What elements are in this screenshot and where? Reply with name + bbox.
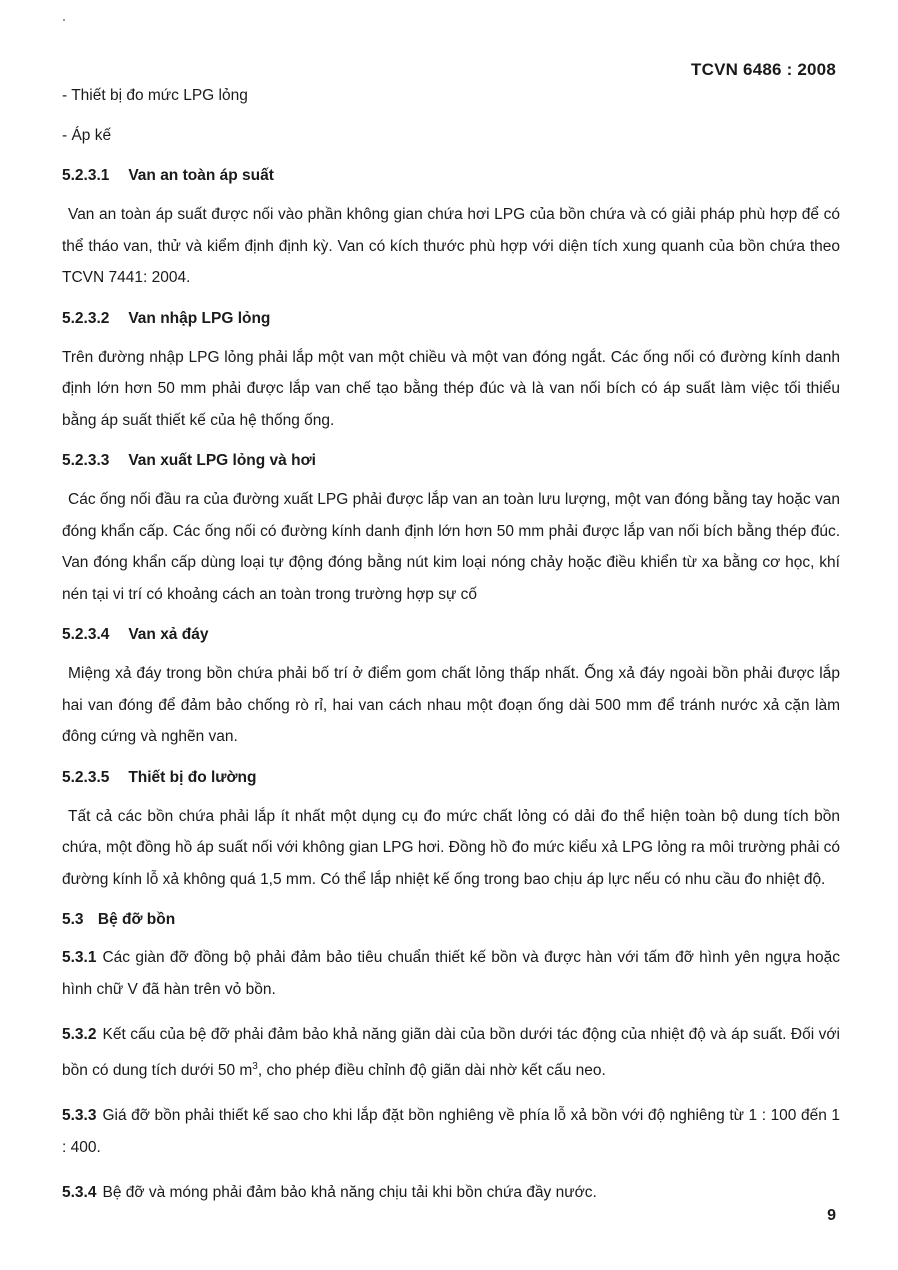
subclause-text: Các giàn đỡ đồng bộ phải đảm bảo tiêu chuẩn thiết kế bồn và được hàn với tấm đỡ hình yên ngựa hoặc hình chữ V đã hàn trên vỏ bồn. <box>62 949 840 998</box>
section-heading-5-3 <box>62 910 840 930</box>
superscript-3: 3 <box>252 1060 258 1072</box>
section-number: 5.2.3.3 <box>62 452 110 469</box>
standard-code: TCVN 6486 : 2008 <box>691 60 836 79</box>
section-body-5-2-3-3: Các ống nối đầu ra của đường xuất LPG phải được lắp van an toàn lưu lượng, một van đóng bằng tay hoặc van đóng khẩn cấp. Các ống nối có đường kính danh định lớn hơn 50 mm phải được lắp van nối bích bằng thép đúc. Van đóng khẩn cấp dùng loại tự động đóng bằng nút kim loại nóng chảy hoặc điều khiển từ xa bằng cơ học, khí nén tại vi trí có khoảng cách an toàn trong trường hợp sự cố <box>62 491 840 603</box>
scan-speck <box>63 19 65 21</box>
section-title: Van an toàn áp suất <box>128 167 274 184</box>
subclause-text: Kết cấu của bệ đỡ phải đảm bảo khả năng giãn dài của bồn dưới tác động của nhiệt độ và áp suất. Đối với bồn có dung tích dưới 50 m <box>62 1026 840 1079</box>
bullet-level-gauge: - Thiết bị đo mức LPG lỏng <box>62 87 248 104</box>
subclause-5-3-4 <box>62 1177 840 1209</box>
subclause-text: Bệ đỡ và móng phải đảm bảo khả năng chịu tải khi bồn chứa đầy nước. <box>102 1184 597 1202</box>
section-body-5-2-3-5: Tất cả các bồn chứa phải lắp ít nhất một dụng cụ đo mức chất lỏng có dải đo thể hiện toàn bộ dung tích bồn chứa, một đồng hồ áp suất nối với không gian LPG hơi. Đồng hồ đo mức kiểu xả LPG lỏng ra môi trường phải có đường kính lỗ xả không quá 1,5 mm. Có thể lắp nhiệt kế ống trong bao chịu áp lực nếu có nhu cầu đo nhiệt độ. <box>62 807 840 888</box>
subclause-5-3-3 <box>62 1100 840 1163</box>
section-number: 5.2.3.2 <box>62 309 110 327</box>
subclause-5-3-2 <box>62 1019 840 1086</box>
section-heading-5-2-3-5 <box>62 768 840 788</box>
subclause-5-3-1 <box>62 942 840 1005</box>
section-heading-5-2-3-1 <box>62 166 840 186</box>
subclause-number: 5.3.1 <box>62 949 97 966</box>
section-number: 5.2.3.4 <box>62 626 110 643</box>
section-heading-5-2-3-2 <box>62 309 840 329</box>
section-title: Bệ đỡ bồn <box>97 911 176 928</box>
section-number: 5.2.3.1 <box>62 167 110 184</box>
section-body-5-2-3-2: Trên đường nhập LPG lỏng phải lắp một van một chiều và một van đóng ngắt. Các ống nối có đường kính danh định lớn hơn 50 mm phải được lắp van chế tạo bằng thép đúc và là van nối bích có áp suất làm việc tối thiểu bằng áp suất thiết kế của hệ thống ống. <box>62 348 840 429</box>
section-title: Van xuất LPG lỏng và hơi <box>128 452 316 469</box>
section-title: Van xả đáy <box>128 626 209 643</box>
section-number: 5.3 <box>62 911 84 928</box>
section-body-5-2-3-1: Van an toàn áp suất được nối vào phần không gian chứa hơi LPG của bồn chứa và có giải pháp phù hợp để có thể tháo van, thử và kiểm định định kỳ. Van có kích thước phù hợp với diện tích xung quanh của bồn chứa theo TCVN 7441: 2004. <box>62 206 840 286</box>
subclause-number: 5.3.2 <box>62 1026 97 1043</box>
subclause-text-cont: , cho phép điều chỉnh độ giãn dài nhờ kết cấu neo. <box>257 1061 606 1079</box>
section-title: Van nhập LPG lỏng <box>128 309 271 327</box>
page-number: 9 <box>827 1207 836 1224</box>
subclause-text: Giá đỡ bồn phải thiết kế sao cho khi lắp đặt bồn nghiêng về phía lỗ xả bồn với độ nghiêng từ 1 : 100 đến 1 : 400. <box>62 1107 840 1156</box>
subclause-number: 5.3.4 <box>62 1184 97 1202</box>
section-body-5-2-3-4: Miệng xả đáy trong bồn chứa phải bố trí ở điểm gom chất lỏng thấp nhất. Ống xả đáy ngoài bồn phải được lắp hai van đóng để đảm bảo chống rò rỉ, hai van cách nhau một đoạn ống dài 500 mm để tránh nước xả cặn làm đông cứng và nghẽn van. <box>62 665 840 745</box>
bullet-pressure-gauge: - Áp kế <box>62 127 112 144</box>
page-content <box>62 86 840 1223</box>
subclause-number: 5.3.3 <box>62 1107 97 1125</box>
section-number: 5.2.3.5 <box>62 768 110 786</box>
section-heading-5-2-3-3 <box>62 451 840 471</box>
section-heading-5-2-3-4 <box>62 625 840 645</box>
section-title: Thiết bị đo lường <box>128 768 257 786</box>
